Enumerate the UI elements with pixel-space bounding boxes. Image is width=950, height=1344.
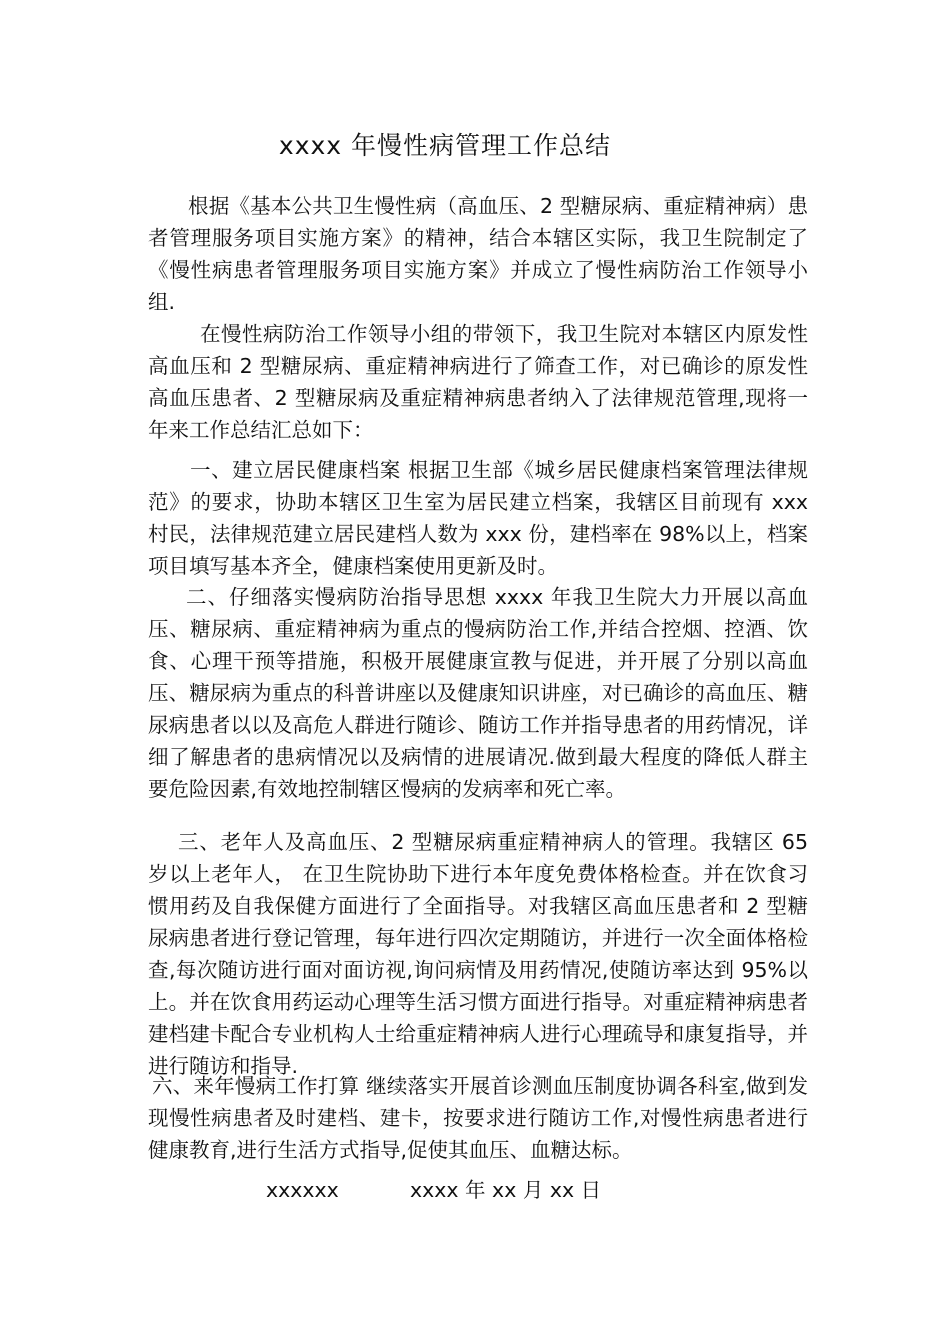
paragraph-intro: 根据《基本公共卫生慢性病（高血压、2 型糖尿病、重症精神病）患者管理服务项目实施方案》的精神，结合本辖区实际，我卫生院制定了《慢性病患者管理服务项目实施方案》并成立了慢性病防治工作领导小组. — [148, 194, 808, 314]
paragraph-section-3: 三、老年人及高血压、2 型糖尿病重症精神病人的管理。我辖区 65 岁以上老年人， 在卫生院协助下进行本年度免费体格检查。并在饮食习惯用药及自我保健方面进行了全面指导。对我辖区高血压患者和 2 型糖尿病患者进行登记管理，每年进行四次定期随访，并进行一次全面体格检查,每次随访进行面对面访视,询问病情及用药情况,使随访率达到 95%以上。并在饮食用药运动心理等生活习惯方面进行指导。对重症精神病患者建档建卡配合专业机构人士给重症精神病人进行心理疏导和康复指导，并进行随访和指导. — [148, 830, 808, 1078]
document-title: xxxx 年慢性病管理工作总结 — [278, 131, 612, 160]
paragraph-section-6: 六、来年慢病工作打算 继续落实开展首诊测血压制度协调各科室,做到发现慢性病患者及时建档、建卡，按要求进行随访工作,对慢性病患者进行健康教育,进行生活方式指导,促使其血压、血糖达标。 — [148, 1074, 808, 1162]
paragraph-section-1: 一、建立居民健康档案 根据卫生部《城乡居民健康档案管理法律规范》的要求，协助本辖区卫生室为居民建立档案，我辖区目前现有 xxx 村民，法律规范建立居民建档人数为 xxx 份，建档率在 98%以上，档案项目填写基本齐全，健康档案使用更新及时。 — [148, 458, 808, 578]
paragraph-section-2: 二、仔细落实慢病防治指导思想 xxxx 年我卫生院大力开展以高血压、糖尿病、重症精神病为重点的慢病防治工作,并结合控烟、控酒、饮食、心理干预等措施，积极开展健康宣教与促进，并开展了分别以高血压、糖尿病为重点的科普讲座以及健康知识讲座，对已确诊的高血压、糖尿病患者以以及高危人群进行随诊、随访工作并指导患者的用药情况，详细了解患者的患病情况以及病情的进展请况.做到最大程度的降低人群主要危险因素,有效地控制辖区慢病的发病率和死亡率。 — [148, 585, 808, 801]
paragraph-overview: 在慢性病防治工作领导小组的带领下，我卫生院对本辖区内原发性高血压和 2 型糖尿病、重症精神病进行了筛查工作，对已确诊的原发性高血压患者、2 型糖尿病及重症精神病患者纳入了法律规范管理,现将一年来工作总结汇总如下： — [148, 322, 808, 442]
signature-line — [266, 1174, 601, 1206]
signature-date: xxxx 年 xx 月 xx 日 — [410, 1178, 602, 1202]
signature-author: xxxxxx — [266, 1178, 339, 1202]
